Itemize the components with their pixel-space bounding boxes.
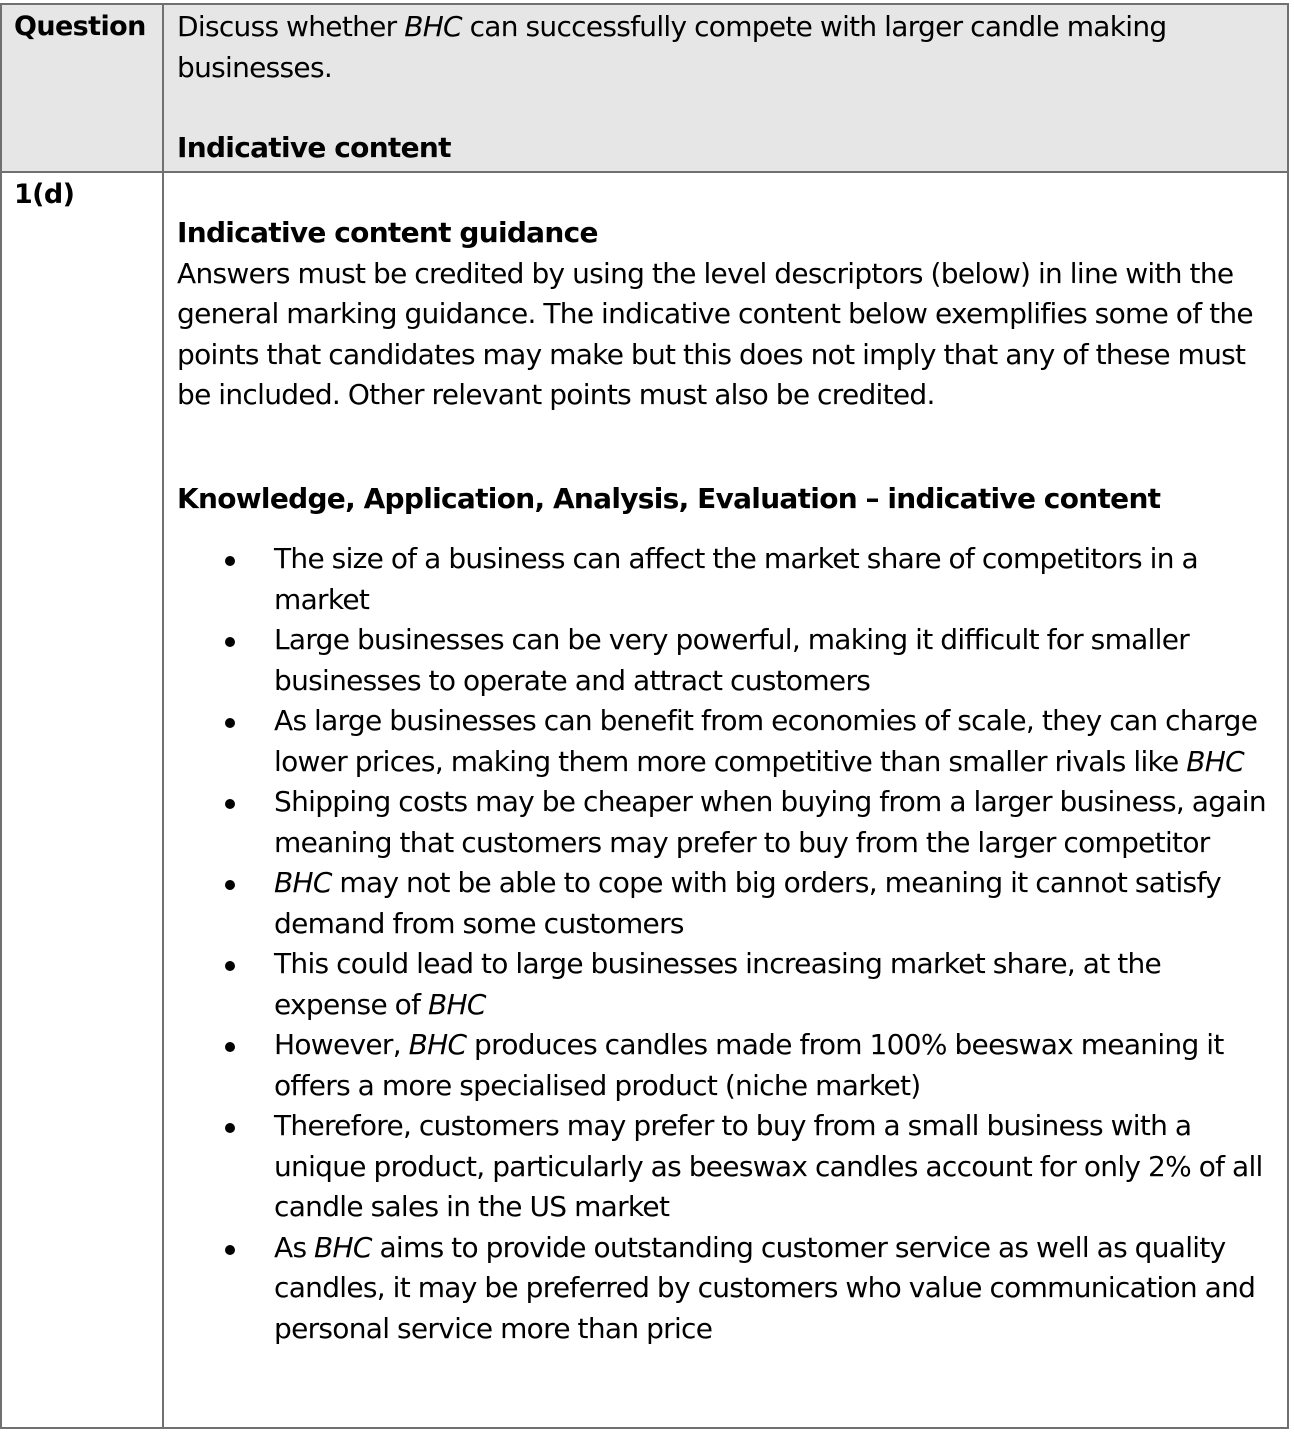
content-row xyxy=(1,172,1288,1428)
list-item: However, BHC produces candles made from 100% beeswax meaning it offers a more specialised product (niche market) xyxy=(177,1025,1267,1106)
content-cell xyxy=(163,172,1288,1428)
question-number-cell xyxy=(1,172,163,1428)
indicative-content-heading: Indicative content xyxy=(177,131,451,164)
list-item: Therefore, customers may prefer to buy from a small business with a unique product, particularly as beeswax candles account for only 2% of all candle sales in the US market xyxy=(177,1106,1267,1228)
question-label-cell xyxy=(1,4,163,172)
bullet-icon xyxy=(225,637,235,647)
mark-scheme-table xyxy=(0,3,1289,1429)
bullet-icon xyxy=(225,556,235,566)
list-item: As BHC aims to provide outstanding customer service as well as quality candles, it may be preferred by customers who value communication and personal service more than price xyxy=(177,1228,1267,1350)
list-item: As large businesses can benefit from economies of scale, they can charge lower prices, making them more competitive than smaller rivals like BHC xyxy=(177,701,1267,782)
list-item: The size of a business can affect the market share of competitors in a market xyxy=(177,539,1267,620)
indicative-points-list xyxy=(177,539,1267,1349)
list-item: BHC may not be able to cope with big orders, meaning it cannot satisfy demand from some customers xyxy=(177,863,1267,944)
bullet-icon xyxy=(225,1245,235,1255)
list-item: This could lead to large businesses increasing market share, at the expense of BHC xyxy=(177,944,1267,1025)
bullet-icon xyxy=(225,880,235,890)
question-text-cell xyxy=(163,4,1288,172)
kaae-title: Knowledge, Application, Analysis, Evaluation – indicative content xyxy=(177,481,1161,515)
company-name: BHC xyxy=(404,10,462,43)
bullet-icon xyxy=(225,1123,235,1133)
bullet-icon xyxy=(225,961,235,971)
bullet-icon xyxy=(225,718,235,728)
question-text: Discuss whether BHC can successfully compete with larger candle making businesses. xyxy=(177,10,1167,84)
bullet-icon xyxy=(225,799,235,809)
guidance-title: Indicative content guidance xyxy=(177,216,598,249)
bullet-icon xyxy=(225,1042,235,1052)
list-item: Large businesses can be very powerful, making it difficult for smaller businesses to operate and attract customers xyxy=(177,620,1267,701)
header-row xyxy=(1,4,1288,172)
question-label: Question xyxy=(14,11,146,42)
question-number: 1(d) xyxy=(14,179,75,210)
list-item: Shipping costs may be cheaper when buying from a larger business, again meaning that customers may prefer to buy from the larger competitor xyxy=(177,782,1267,863)
guidance-body: Answers must be credited by using the level descriptors (below) in line with the general marking guidance. The indicative content below exemplifies some of the points that candidates may make but this does not imply that any of these must be included. Other relevant points must also be credited. xyxy=(177,256,1253,411)
